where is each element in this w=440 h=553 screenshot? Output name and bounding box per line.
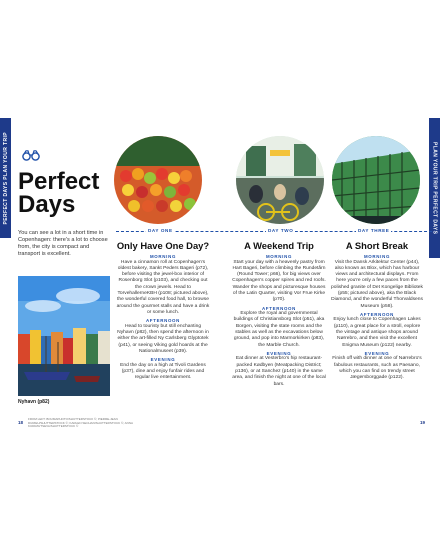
day-three-morning-text: Visit the Dansk Arkitektur Center (p44), also known as Blox, which has harbour views and architectural displays. From here you're only a few paces from the polished granite of Det Kongelige Bibliotek (p55; pictured above), aka the Black Diamond, and the wonderful Thorvaldsens Museum (p58). [331, 259, 423, 309]
market-photo [114, 136, 202, 224]
nyhavn-photo [18, 276, 110, 396]
time-of-day: AFTERNOON [261, 305, 297, 311]
day-two-label: DAY TWO [268, 228, 294, 233]
day-two-afternoon-text: Explore the royal and governmental buildings of Christiansborg Slot (p51), aka Borgen, visiting the state rooms and the stables as well as the excavations below ground, and pop into Marmorkirken (p83), the Marble Church. [233, 311, 325, 348]
day-two-column [232, 240, 326, 390]
day-three-column [330, 240, 424, 384]
time-of-day: EVENING [266, 350, 292, 356]
day-three-heading: A Short Break [345, 240, 409, 251]
time-of-day: MORNING [363, 254, 391, 259]
side-tab-right [429, 118, 440, 258]
side-tab-left-label: PERFECT DAYS PLAN YOUR TRIP [2, 131, 9, 225]
time-of-day: MORNING [149, 254, 177, 259]
time-of-day: AFTERNOON [359, 311, 395, 317]
day-one-heading: Only Have One Day? [116, 240, 210, 251]
nyhavn-caption: Nyhavn (p82) [18, 399, 50, 405]
page-number-left: 18 [18, 420, 24, 425]
page-number-right: 19 [419, 420, 425, 425]
day-one-morning-text: Have a cinnamon roll at Copenhagen's oldest bakery, Sankt Peders Bageri (p72), before visiting the jewel-box interior of Rosenborg Slot (p103), and checking out the crown jewels. Head to TorvehallerneKBH (p108; pictured above), the wonderful covered food hall, to browse around the gourmet stalls and have a drink or some lunch. [116, 259, 210, 315]
day-one-column [116, 240, 210, 384]
black-diamond-photo [332, 136, 420, 224]
day-one-afternoon-text: Head to touristy but still enchanting Nyhavn (p82), then spend the afternoon in either the art-filled Ny Carlsberg Glyptotek (p41), or seeing Viking gold hoards at the Nationalmuseet (p39). [117, 323, 209, 354]
day-two-morning-text: Start your day with a heavenly pastry from Hart Bageri, before climbing the Rundetårn (Round Tower; p66), for big views over Copenhagen's copper spires and red roofs. Wander the shops and picturesque houses of the Latin Quarter, visiting Vor Frue Kirke (p70). [232, 259, 326, 303]
day-one-label: DAY ONE [148, 228, 173, 233]
day-two-evening-text: Eat dinner at Vesterbro's hip restaurant-packed Kødbyen (Meatpacking District; p136), or at Sanchez (p140) in the same area, and finish the night at one of the local bars. [232, 356, 326, 387]
time-of-day: MORNING [265, 254, 293, 259]
day-three-label: DAY THREE [358, 228, 390, 233]
side-tab-right-label: PLAN YOUR TRIP PERFECT DAYS [431, 141, 438, 235]
day-three-evening-text: Finish off with dinner at one of Nørrebro's fabulous restaurants, such as Paesano, which you can find on trendy street Jægersborggade (p122). [332, 356, 422, 381]
day-three-afternoon-text: Enjoy lunch close to Copenhagen Lakes (p110), a great place for a stroll, explore the vintage and antique shops around Nørrebro, and then visit the excellent Enigma Museum (p122) nearby. [333, 317, 421, 348]
day-one-evening-text: End the day on a high at Tivoli Gardens (p37), dine and enjoy funfair rides and regular live entertainment. [120, 362, 206, 381]
side-tab-left [0, 118, 11, 238]
time-of-day: EVENING [364, 350, 390, 356]
binoculars-icon [22, 148, 40, 164]
day-two-heading: A Weekend Trip [244, 240, 314, 251]
time-of-day: EVENING [150, 357, 176, 363]
round-tower-photo [236, 136, 324, 224]
photo-credits: FROM LEFT: BOUMAPHOTO/SHUTTERSTOCK ©; PIERRE-JEAN DURIEU/SHUTTERSTOCK ©; KARLEN SECHAN/SHUTTERSTOCK ©; ANNA KUDRAVTSEVA/SHUTTERSTOCK © [28, 417, 133, 429]
page-title: Perfect Days [18, 168, 100, 218]
time-of-day: AFTERNOON [145, 318, 181, 324]
intro-text: You can see a lot in a short time in Copenhagen: there's a lot to choose from, the city is compact and transport is excellent. [18, 229, 108, 258]
